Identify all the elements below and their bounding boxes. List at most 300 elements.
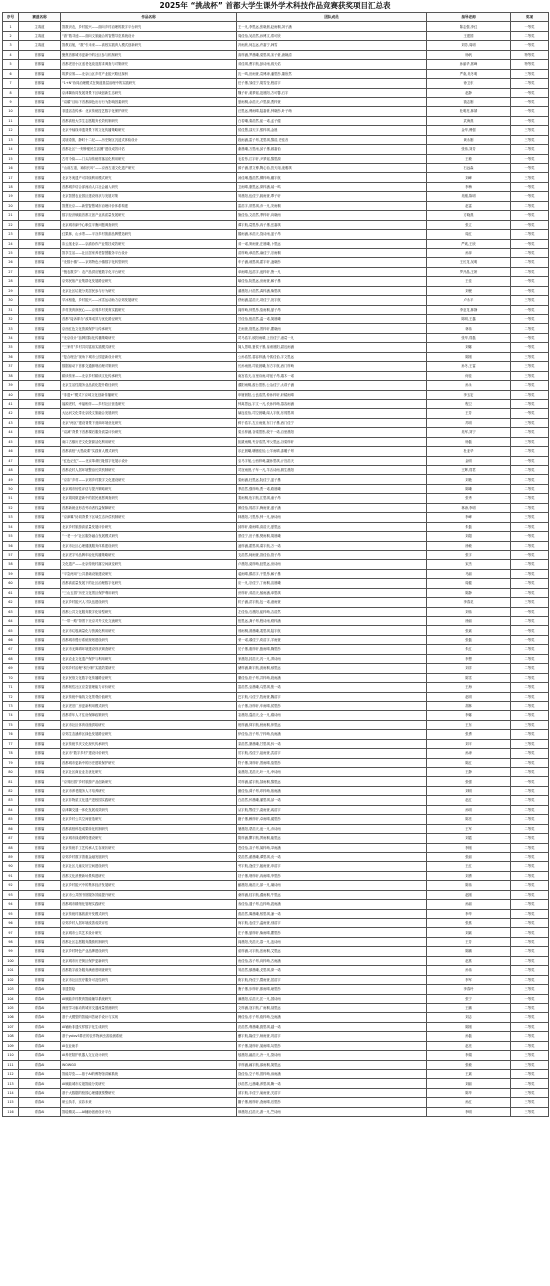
table-row	[3, 843, 549, 852]
row-members: 毛若彤,江宇轩,尹梦瑶,黎思源	[237, 154, 427, 163]
header-award: 奖项	[511, 13, 549, 22]
row-award: 三等奖	[511, 1098, 549, 1107]
row-members: 公孙浩然,慕容梓涵,令狐佳怡,宇文思远	[237, 352, 427, 361]
header-index: 序号	[3, 13, 19, 22]
row-track: 首都篇	[19, 777, 61, 786]
row-advisor: 杜亚华	[427, 447, 511, 456]
row-award: 特等奖	[511, 60, 549, 69]
table-row	[3, 692, 549, 701]
row-track: 青春AI	[19, 1060, 61, 1069]
row-members: 夔宇航,隆佳宁,师雨萱,巩浩宇	[237, 1032, 427, 1041]
row-track: 首都篇	[19, 50, 61, 59]
row-award: 二等奖	[511, 692, 549, 701]
table-row	[3, 522, 549, 531]
row-track: 首都篇	[19, 484, 61, 493]
row-award: 三等奖	[511, 1088, 549, 1097]
row-advisor: 赵刚	[427, 890, 511, 899]
row-members: 汪思远,傅雨晴,陆嘉豪,钟晓彤,叶子萌	[237, 107, 427, 116]
row-project: 彩云抵北京——京滇协作产业帮扶成效研究	[61, 239, 237, 248]
row-project: 京津冀交通一体化发展成效研究	[61, 805, 237, 814]
row-track: 首都篇	[19, 739, 61, 748]
row-project: 智能导览——基于AI的博物馆讲解系统	[61, 1070, 237, 1079]
row-advisor: 孙丽	[427, 900, 511, 909]
table-row	[3, 532, 549, 541]
row-index: 109	[3, 1041, 19, 1050]
row-index: 33	[3, 324, 19, 333]
row-project: 首都公共文化服务数字化转型研究	[61, 607, 237, 616]
table-row	[3, 69, 549, 78]
row-track: 首都篇	[19, 862, 61, 871]
row-track: 首都篇	[19, 928, 61, 937]
row-index: 32	[3, 315, 19, 324]
row-index: 46	[3, 447, 19, 456]
row-award: 三等奖	[511, 135, 549, 144]
row-award: 一等奖	[511, 164, 549, 173]
row-project: 北京老字号品牌年轻化传播策略研究	[61, 550, 237, 559]
row-award: 一等奖	[511, 626, 549, 635]
row-award: 三等奖	[511, 296, 549, 305]
row-index: 86	[3, 824, 19, 833]
row-track: 青春AI	[19, 1051, 61, 1060]
table-row	[3, 296, 549, 305]
table-row	[3, 881, 549, 890]
row-index: 58	[3, 560, 19, 569]
row-advisor: 赵雷	[427, 201, 511, 210]
row-advisor: 刘娜	[427, 343, 511, 352]
row-project: AI养老陪护机器人交互设计研究	[61, 1051, 237, 1060]
table-row	[3, 871, 549, 880]
row-members: 屠晨阳,蒙浩天,池一凡,乔诗雨	[237, 824, 427, 833]
row-project: 首都青年人才住房保障政策研究	[61, 711, 237, 720]
row-track: 首都篇	[19, 673, 61, 682]
table-row	[3, 862, 549, 871]
row-index: 55	[3, 532, 19, 541]
row-project: 北京老旧厂房更新利用模式研究	[61, 701, 237, 710]
row-award: 一等奖	[511, 22, 549, 31]
row-advisor: 赵静	[427, 88, 511, 97]
row-award: 二等奖	[511, 711, 549, 720]
row-award: 二等奖	[511, 862, 549, 871]
row-project: 数据驱动下首都交通拥堵治理对策研究	[61, 362, 237, 371]
row-award: 二等奖	[511, 749, 549, 758]
row-project: “北数小镇”——京郊特色小镇数字化转型研究	[61, 258, 237, 267]
row-track: 青春AI	[19, 985, 61, 994]
row-index: 22	[3, 220, 19, 229]
row-track: 青春AI	[19, 1013, 61, 1022]
table-row	[3, 985, 549, 994]
row-project: AI赋能乡村教育智能辅导系统研究	[61, 994, 237, 1003]
row-award: 三等奖	[511, 739, 549, 748]
row-award: 一等奖	[511, 41, 549, 50]
row-members: 南宫浩天,百里诗雨,呼延子昂,端木一诺	[237, 371, 427, 380]
table-row	[3, 1107, 549, 1116]
table-row	[3, 966, 549, 975]
row-advisor: 周红	[427, 230, 511, 239]
row-members: 山子墨,谷梓轩,车雨晴,侯思彤	[237, 701, 427, 710]
row-track: 首都篇	[19, 475, 61, 484]
row-track: 首都篇	[19, 645, 61, 654]
row-project: 首都数字政务服务满意度调查研究	[61, 966, 237, 975]
row-members: 梁丘梓涵,谷梁思彤,段干一诺,百里晨阳	[237, 428, 427, 437]
row-index: 5	[3, 60, 19, 69]
table-row	[3, 720, 549, 729]
row-award: 二等奖	[511, 956, 549, 965]
row-track: 首都篇	[19, 248, 61, 257]
row-track: 主赛道	[19, 41, 61, 50]
row-project: 智教启航，“数”引未来——高校实践育人模式创新研究	[61, 41, 237, 50]
row-members: 厍子墨,聂梓轩,晁雨晴,勾思彤	[237, 1041, 427, 1050]
row-index: 101	[3, 966, 19, 975]
row-award: 二等奖	[511, 890, 549, 899]
row-index: 105	[3, 1003, 19, 1012]
table-row	[3, 333, 549, 342]
row-project: 聚焦首都城市更新中的社区参与机制研究	[61, 50, 237, 59]
row-award: 三等奖	[511, 362, 549, 371]
row-award: 二等奖	[511, 1013, 549, 1022]
row-track: 首都篇	[19, 834, 61, 843]
row-advisor: 吴军,刘宁	[427, 428, 511, 437]
row-project: 研云执手，京彩未来	[61, 1098, 237, 1107]
table-row	[3, 598, 549, 607]
row-award: 一等奖	[511, 315, 549, 324]
row-award: 二等奖	[511, 503, 549, 512]
row-advisor: 严欢,王欣	[427, 239, 511, 248]
row-track: 首都篇	[19, 692, 61, 701]
row-track: 首都篇	[19, 919, 61, 928]
table-row	[3, 711, 549, 720]
row-index: 49	[3, 475, 19, 484]
row-award: 一等奖	[511, 182, 549, 191]
table-row	[3, 777, 549, 786]
row-members: 薛子涵,蔡文博,陶心怡,贺天翊,庞雅琪	[237, 164, 427, 173]
row-project: 北京乡村振兴人才队伍建设研究	[61, 598, 237, 607]
table-row	[3, 1041, 549, 1050]
row-members: 须宇航,丰佳宁,巢雨萱,关浩宇	[237, 1088, 427, 1097]
row-index: 91	[3, 871, 19, 880]
row-advisor: 陈曦	[427, 484, 511, 493]
table-row	[3, 409, 549, 418]
table-row	[3, 956, 549, 965]
table-row	[3, 768, 549, 777]
table-row	[3, 494, 549, 503]
row-project: 首都老旧小区适老化改造需求调查与对策研究	[61, 60, 237, 69]
row-project: 北京传统中轴线文化景观价值研究	[61, 692, 237, 701]
row-project: 基于大模型的智能问答助手设计与实现	[61, 1013, 237, 1022]
row-members: 凌梓涵,霍思琪,虞宇航,万一诺	[237, 541, 427, 550]
row-project: 北京市社区心理健康服务体系建设研究	[61, 541, 237, 550]
row-project: 北京乡村振兴中的集体经济发展研究	[61, 881, 237, 890]
row-index: 102	[3, 975, 19, 984]
row-advisor: 李军	[427, 975, 511, 984]
row-members: 左佳怡,石晨阳,崔梓萌,吉浩然	[237, 607, 427, 616]
table-row	[3, 890, 549, 899]
row-track: 首都篇	[19, 749, 61, 758]
row-track: 首都篇	[19, 267, 61, 276]
row-award: 二等奖	[511, 701, 549, 710]
row-track: 首都篇	[19, 654, 61, 663]
row-index: 82	[3, 786, 19, 795]
row-award: 一等奖	[511, 333, 549, 342]
row-project: 首都高质量发展下的社区治理数字化研究	[61, 579, 237, 588]
row-project: 非遗智绘	[61, 985, 237, 994]
row-project: “游”数寻迹——面向文旅融合的智慧导览系统设计	[61, 31, 237, 40]
row-award: 三等奖	[511, 126, 549, 135]
row-award: 三等奖	[511, 598, 549, 607]
table-row	[3, 343, 549, 352]
row-index: 60	[3, 579, 19, 588]
table-row	[3, 654, 549, 663]
row-project: “双减”背景下首都课后服务质量评价研究	[61, 428, 237, 437]
row-track: 首都篇	[19, 126, 61, 135]
row-track: 首都篇	[19, 758, 61, 767]
row-award: 二等奖	[511, 824, 549, 833]
row-members: 舒雨涵,屈浩天,项佳宁,祝宇航	[237, 296, 427, 305]
row-track: 首都篇	[19, 352, 61, 361]
row-members: 杭子涵,洪宇航,包一诺,诸雨萱	[237, 598, 427, 607]
row-project: 首都韧性社区应急管理能力评价研究	[61, 683, 237, 692]
row-track: 首都篇	[19, 909, 61, 918]
row-index: 107	[3, 1022, 19, 1031]
row-project: 基于yolov5算法的农作物病虫害检测系统	[61, 1032, 237, 1041]
row-award: 三等奖	[511, 1107, 549, 1116]
row-project: “山前古道，神韵长吟”——京西古道文化遗产研究	[61, 164, 237, 173]
row-award: 一等奖	[511, 239, 549, 248]
table-row	[3, 994, 549, 1003]
row-advisor: 金明	[427, 456, 511, 465]
row-project: 福源老村，幸福相伴——乡村社区营造研究	[61, 399, 237, 408]
row-award: 二等奖	[511, 390, 549, 399]
row-award: 二等奖	[511, 588, 549, 597]
row-track: 首都篇	[19, 201, 61, 210]
row-track: 首都篇	[19, 852, 61, 861]
table-row	[3, 937, 549, 946]
row-index: 98	[3, 937, 19, 946]
row-track: 首都篇	[19, 843, 61, 852]
row-track: 首都篇	[19, 116, 61, 125]
row-index: 94	[3, 900, 19, 909]
row-project: 北京中轴线申遗背景下的文化传播策略研究	[61, 126, 237, 135]
row-track: 首都篇	[19, 768, 61, 777]
row-award: 二等奖	[511, 579, 549, 588]
row-members: 燕浩然,冀晨曦,郏思琪,浦一诺	[237, 909, 427, 918]
row-members: 从宇航,鄂佳宁,索雨萱,咸浩宇	[237, 805, 427, 814]
row-index: 39	[3, 381, 19, 390]
row-track: 首都篇	[19, 635, 61, 644]
row-advisor: 张华,郑磊	[427, 333, 511, 342]
table-row	[3, 60, 549, 69]
row-members: 阎梓萌,仲思彤,詹雨桐,晏子昂	[237, 305, 427, 314]
row-track: 首都篇	[19, 626, 61, 635]
row-advisor: 王海	[427, 683, 511, 692]
row-members: 邓佳琪,曹宇航,彭诗雨,蒋天佑	[237, 60, 427, 69]
row-advisor: 徐卫东	[427, 79, 511, 88]
row-project: 北京城市历史街区保护更新研究	[61, 956, 237, 965]
row-advisor: 孙丽华,郭峰	[427, 60, 511, 69]
row-track: 首都篇	[19, 569, 61, 578]
row-track: 首都篇	[19, 522, 61, 531]
row-advisor: 何佳	[427, 371, 511, 380]
row-track: 首都篇	[19, 720, 61, 729]
row-project: 古村今韵——门头沟传统村落活化利用研究	[61, 154, 237, 163]
row-index: 43	[3, 418, 19, 427]
row-advisor: 林伟	[427, 324, 511, 333]
table-row	[3, 428, 549, 437]
row-track: 首都篇	[19, 107, 61, 116]
row-index: 111	[3, 1060, 19, 1069]
table-row	[3, 900, 549, 909]
row-index: 7	[3, 79, 19, 88]
row-project: 北京农业文化遗产保护与利用研究	[61, 654, 237, 663]
row-advisor: 苏明	[427, 418, 511, 427]
row-index: 114	[3, 1088, 19, 1097]
row-index: 4	[3, 50, 19, 59]
row-members: 沙浩然,乜晨曦,养思琪,鞠一诺	[237, 1079, 427, 1088]
row-members: 白若曦,秦浩然,崔一诺,孟子健	[237, 116, 427, 125]
row-advisor: 赵燕	[427, 956, 511, 965]
table-row	[3, 362, 549, 371]
row-track: 首都篇	[19, 966, 61, 975]
row-track: 首都篇	[19, 560, 61, 569]
row-award: 二等奖	[511, 900, 549, 909]
row-advisor: 刘霞	[427, 834, 511, 843]
row-award: 二等奖	[511, 484, 549, 493]
table-row	[3, 371, 549, 380]
table-row	[3, 1013, 549, 1022]
row-advisor: 陈明,王鑫	[427, 315, 511, 324]
row-project: 京郊乡村人居环境改善成效评估	[61, 919, 237, 928]
row-members: 裘雨晴,缪浩宇,干思彤,解子墨	[237, 569, 427, 578]
row-members: 施佳怡,文浩然,季梓轩,向晓雨	[237, 211, 427, 220]
row-project: 北京智慧农业园区建设现状与发展对策	[61, 192, 237, 201]
row-award: 二等奖	[511, 569, 549, 578]
row-members: 季浩然,强梓萌,贾一诺,路晨曦	[237, 484, 427, 493]
row-project: AI农业助手	[61, 1041, 237, 1050]
row-members: 庾宇航,终佳宁,暨雨萱,居浩宇	[237, 975, 427, 984]
row-members: 蒯子墨,相梓轩,查雨晴,后思彤	[237, 1098, 427, 1107]
row-members: 荣一诺,翁佳宁,荀浩宇,羊雨萱	[237, 635, 427, 644]
row-track: 首都篇	[19, 390, 61, 399]
document-title: 2025年 “挑战杯” 首都大学生课外学术科技作品竞赛获奖项目汇总表	[159, 1, 391, 10]
row-project: 首都城市精细化管理实践研究	[61, 900, 237, 909]
row-track: 首都篇	[19, 343, 61, 352]
row-index: 3	[3, 41, 19, 50]
table-row	[3, 975, 549, 984]
row-award: 一等奖	[511, 607, 549, 616]
row-index: 23	[3, 230, 19, 239]
row-index: 70	[3, 673, 19, 682]
row-advisor: 刘俊	[427, 286, 511, 295]
row-advisor: 张敏	[427, 1060, 511, 1069]
row-members: 卫雨晴,康思远,廖梓涵,郝一鸣	[237, 182, 427, 191]
row-advisor: 武海燕	[427, 116, 511, 125]
row-track: 首都篇	[19, 258, 61, 267]
row-advisor: 王鹏	[427, 1003, 511, 1012]
row-track: 主赛道	[19, 22, 61, 31]
row-advisor: 李明	[427, 1107, 511, 1116]
row-advisor: 张立	[427, 220, 511, 229]
table-row	[3, 796, 549, 805]
row-project: 灵境奇旅，静时十二纪——历史街区沉浸式体验设计	[61, 135, 237, 144]
row-members: 司马浩宇,欧阳雨晴,上官佳宁,诸葛一凡	[237, 333, 427, 342]
row-track: 首都篇	[19, 503, 61, 512]
row-project: 北京民俗文化数字化传播路径研究	[61, 673, 237, 682]
row-project: 非遗活态传承：北京传统技艺数字化保护研究	[61, 107, 237, 116]
row-advisor: 马丽	[427, 569, 511, 578]
row-advisor: 胡林	[427, 701, 511, 710]
row-track: 首都篇	[19, 550, 61, 559]
row-advisor: 李玉宏	[427, 390, 511, 399]
row-members: 濮阳雨桐,澹台思彤,公冶佳宁,太叔子涵	[237, 381, 427, 390]
row-project: 首都高校大学生志愿服务长效机制研究	[61, 116, 237, 125]
row-index: 44	[3, 428, 19, 437]
row-advisor: 张宁	[427, 994, 511, 1003]
row-award: 二等奖	[511, 267, 549, 276]
row-advisor: 张燕	[427, 919, 511, 928]
row-award: 一等奖	[511, 154, 549, 163]
row-project: 京津冀协同发展背景下区域创新生态研究	[61, 88, 237, 97]
row-award: 二等奖	[511, 1079, 549, 1088]
row-index: 77	[3, 739, 19, 748]
row-project: 基于大数据的校园心理健康预警研究	[61, 1088, 237, 1097]
row-track: 首都篇	[19, 900, 61, 909]
row-award: 二等奖	[511, 381, 549, 390]
row-advisor: 杨帆	[427, 50, 511, 59]
row-award: 二等奖	[511, 928, 549, 937]
row-project: 北京“两区”建设背景下营商环境优化研究	[61, 418, 237, 427]
row-members: 籍子墨,赖梓轩,卓雨晴,蔺思彤	[237, 815, 427, 824]
row-advisor: 陈亮	[427, 815, 511, 824]
row-members: 班梓涵,仰宇航,秋雨桐,仲思远	[237, 720, 427, 729]
row-award: 三等奖	[511, 720, 549, 729]
row-award: 二等奖	[511, 31, 549, 40]
row-track: 首都篇	[19, 97, 61, 106]
row-members: 谭宇航,葛思彤,冉子墨,岳嘉琪	[237, 220, 427, 229]
table-row	[3, 664, 549, 673]
row-advisor: 李娜	[427, 711, 511, 720]
row-members: 阎晨阳,充浩天,慕一凡,连诗雨	[237, 937, 427, 946]
row-project: 智数识农，乡村振兴——面向乡村治理的数字平台研究	[61, 22, 237, 31]
table-row	[3, 947, 549, 956]
table-row	[3, 418, 549, 427]
row-advisor: 刘洋	[427, 664, 511, 673]
row-project: 首都新就业形态劳动者权益保障研究	[61, 503, 237, 512]
row-advisor: 杜明亮,林婧	[427, 107, 511, 116]
table-row	[3, 22, 549, 31]
row-members: 拓跋雨桐,夹谷浩然,宰父思远,谷梁梓轩	[237, 437, 427, 446]
award-table	[2, 12, 549, 1117]
row-members: 扶子墨,堵梓轩,冉雨晴,宰思彤	[237, 871, 427, 880]
row-index: 85	[3, 815, 19, 824]
row-index: 13	[3, 135, 19, 144]
row-award: 一等奖	[511, 305, 549, 314]
row-index: 54	[3, 522, 19, 531]
row-award: 二等奖	[511, 966, 549, 975]
table-row	[3, 683, 549, 692]
row-project: 智慧北京——新型智慧城市治理评价体系构建	[61, 201, 237, 210]
row-award: 二等奖	[511, 796, 549, 805]
row-track: 首都篇	[19, 324, 61, 333]
row-project: 北京社区儿童友好空间建设研究	[61, 862, 237, 871]
row-track: 青春AI	[19, 1032, 61, 1041]
table-row	[3, 381, 549, 390]
row-award: 一等奖	[511, 220, 549, 229]
row-project: “京郊田园”乡村旅游产品创新研究	[61, 777, 237, 786]
row-project: AI赋能城市垃圾智能分类研究	[61, 1079, 237, 1088]
row-track: 首都篇	[19, 381, 61, 390]
row-award: 二等奖	[511, 975, 549, 984]
row-advisor: 刘超	[427, 532, 511, 541]
table-row	[3, 201, 549, 210]
